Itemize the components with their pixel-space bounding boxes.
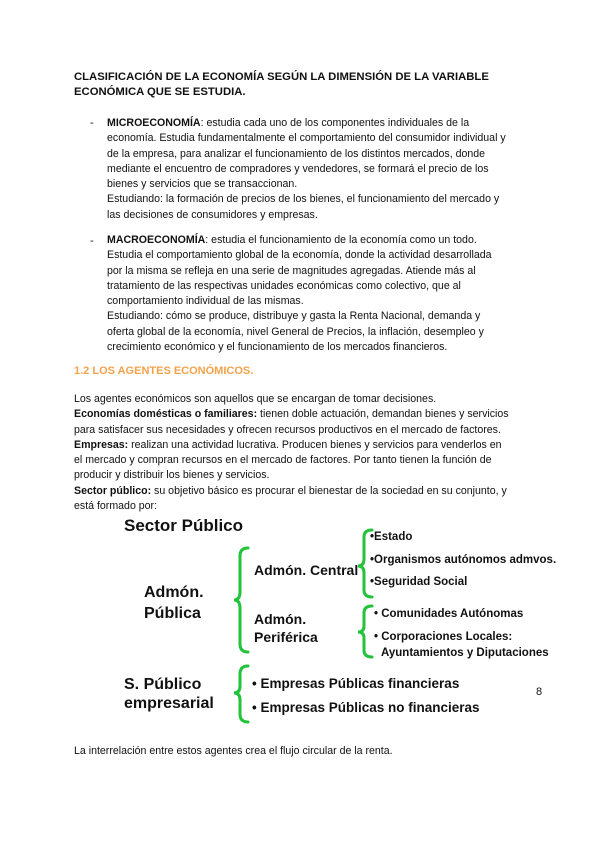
diagram-periferica: Admón. Periférica [254, 611, 318, 645]
macro-line-2: Estudia el comportamiento global de la economía, donde la actividad desarrollada [107, 249, 492, 262]
macro-line-3: por la misma se refleja en una serie de magnitudes agregadas. Atiende más al [107, 264, 476, 277]
households-line-2: para satisfacer sus necesidades y ofrecen recursos productivos en el mercado de factores. [74, 423, 501, 436]
closing-sentence: La interrelación entre estos agentes crea el flujo circular de la renta. [74, 745, 393, 757]
section-heading: 1.2 LOS AGENTES ECONÓMICOS. [74, 365, 254, 377]
agents-intro: Los agentes económicos son aquellos que se encargan de tomar decisiones. [74, 393, 437, 405]
macro-dash: - [90, 235, 94, 247]
title-line-2: ECONÓMICA QUE SE ESTUDIA. [74, 86, 246, 98]
diagram-admin-publica: Admón. Pública [144, 584, 204, 622]
public-term: Sector público: [74, 484, 152, 497]
micro-line-6: Estudiando: la formación de precios de los bienes, el funcionamiento del mercado y [107, 193, 500, 206]
page-number: 8 [536, 686, 543, 698]
periferica-item-corporaciones: • Corporaciones Locales: Ayuntamientos y Diputaciones [374, 631, 549, 659]
central-item-organismos: •Organismos autónomos admvos. [370, 554, 557, 566]
periferica-item-ccaa: • Comunidades Autónomas [374, 608, 524, 620]
firms-line-3: producir y distribuir los bienes y servicios. [74, 469, 270, 482]
empresarial-item-financieras: • Empresas Públicas financieras [252, 676, 460, 691]
firms-term: Empresas: [74, 438, 129, 451]
public-line-1: Sector público: su objetivo básico es procurar el bienestar de la sociedad en su conjunto, y [74, 484, 507, 497]
public-line-2: está formado por: [74, 500, 158, 513]
central-item-seguridad: •Seguridad Social [370, 576, 468, 588]
bracket-periferica [358, 606, 372, 657]
macro-line-1: MACROECONOMÍA: estudia el funcionamiento de la economía como un todo. [107, 234, 477, 246]
diagram-central: Admón. Central [254, 562, 359, 578]
micro-dash: - [90, 117, 94, 129]
macro-line-5: comportamiento individual de las mismas. [107, 295, 304, 308]
diagram-title: Sector Público [124, 516, 244, 535]
bracket-empresarial [234, 666, 248, 722]
micro-line-1: MICROECONOMÍA: estudia cada uno de los componentes individuales de la [107, 117, 470, 129]
macro-line-7: oferta global de la economía, nivel General de Precios, la inflación, desempleo y [107, 325, 484, 338]
firms-line-1: Empresas: realizan una actividad lucrativa. Producen bienes y servicios para venderlos en [74, 438, 502, 451]
empresarial-item-no-financieras: • Empresas Públicas no financieras [252, 700, 480, 715]
households-term: Economías domésticas o familiares: [74, 408, 258, 421]
title-line-1: CLASIFICACIÓN DE LA ECONOMÍA SEGÚN LA DIMENSIÓN DE LA VARIABLE [74, 71, 489, 83]
micro-term: MICROECONOMÍA [107, 117, 201, 129]
micro-line-7: las decisiones de consumidores y empresas. [107, 208, 318, 221]
micro-line-4: mediante el encuentro de compradores y vendedores, se formará el precio de los [107, 162, 489, 175]
micro-line-5: bienes y servicios que se transaccionan. [107, 178, 298, 191]
firms-line-2: el mercado y compran recursos en el mercado de factores. Por tanto tienen la función de [74, 454, 492, 467]
diagram-empresarial: S. Público empresarial [124, 676, 214, 712]
central-item-estado: •Estado [370, 531, 413, 543]
households-line-1: Economías domésticas o familiares: tienen doble actuación, demandan bienes y servicios [74, 408, 509, 421]
macro-term: MACROECONOMÍA [107, 234, 206, 246]
micro-line-3: de la empresa, para analizar el funcionamiento de los distintos mercados, donde [107, 147, 486, 160]
bracket-admin-publica [234, 548, 248, 652]
macro-line-6: Estudiando: cómo se produce, distribuye y gasta la Renta Nacional, demanda y [107, 310, 481, 323]
macro-line-8: crecimiento económico y el funcionamiento de los mercados financieros. [107, 341, 448, 354]
macro-line-4: tratamiento de las respectivas unidades económicas como colectivo, que al [107, 279, 461, 292]
micro-line-2: economía. Estudia fundamentalmente el comportamiento del consumidor individual y [107, 132, 506, 145]
